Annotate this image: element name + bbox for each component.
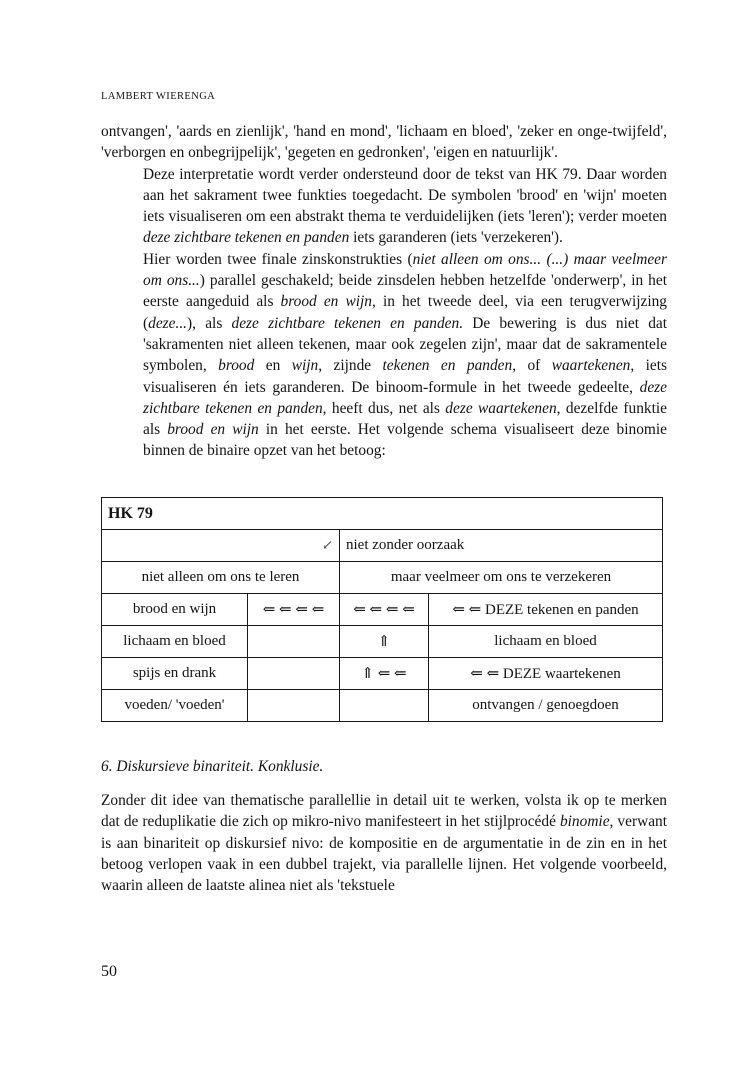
hk79-schema-table	[101, 497, 663, 722]
text-run: Hier worden twee finale zinskonstrukties (	[143, 250, 413, 268]
schema-purpose-teach: niet alleen om ons te leren	[102, 562, 340, 594]
schema-cell-empty	[340, 690, 429, 722]
schema-cause-center	[340, 530, 663, 562]
schema-cell-result: ⇐ ⇐ DEZE waartekenen	[429, 658, 663, 690]
schema-cell-result: lichaam en bloed	[429, 626, 663, 658]
schema-row-purposes	[102, 562, 663, 594]
text-run: in het eerste. Het volgende schema visualiseert deze binomie binnen de binaire opzet van het betoog:	[143, 421, 667, 460]
text-run: De bewering is dus niet dat 'sakramenten niet alleen tekenen, maar ook zegelen zijn', maar dat de sakramentele symbolen,	[143, 314, 668, 375]
paragraph-interpretation	[101, 164, 667, 249]
paragraph-finale-constructions	[101, 249, 667, 462]
text-run: ) parallel geschakeld; beide zinsdelen hebben hetzelfde 'onderwerp', in het eerste aangeduid als	[143, 272, 667, 311]
schema-row	[102, 626, 663, 658]
schema-row	[102, 690, 663, 722]
schema-cell-arrows: ⇑	[340, 626, 429, 658]
italic-run: wijn	[291, 357, 319, 375]
body-text-bottom	[101, 790, 667, 896]
italic-run: deze...	[148, 314, 188, 332]
text-run: Deze interpretatie wordt verder ondersteund door de tekst van HK 79. Daar worden aan het sakrament twee funkties toegedacht. De symbolen 'brood' en 'wijn' moeten iets visualiseren om een abstrakt thema te verduidelijken (iets 'leren'); verder moeten	[143, 165, 667, 226]
schema-cell-term: voeden/ 'voeden'	[102, 690, 248, 722]
schema-cell-result: ontvangen / genoegdoen	[429, 690, 663, 722]
text-run: , iets visualiseren én iets garanderen. De binoom-formule in het tweede gedeelte,	[143, 357, 667, 396]
body-text-top	[101, 121, 667, 462]
arrow-down-left-icon: ↙	[322, 537, 333, 552]
text-run: , verwant is aan binariteit op diskursief nivo: de kompositie en de argumentatie in de zin en in het betoog verlopen vaak in een dubbel trajekt, via parallelle lijnen. Het volgende voorbeeld, waarin alleen de laatste alinea niet als 'tekstuele	[101, 813, 667, 895]
schema-cell-result: ⇐ ⇐ DEZE tekenen en panden	[429, 594, 663, 626]
schema-cell-term: lichaam en bloed	[102, 626, 248, 658]
text-run: en	[254, 357, 292, 375]
text-run: , in het tweede deel, via een terugverwijzing (	[143, 293, 668, 332]
text-run: iets garanderen (iets 'verzekeren').	[349, 229, 563, 247]
text-run: , zijnde	[318, 357, 383, 375]
paragraph-continuation: ontvangen', 'aards en zienlijk', 'hand en mond', 'lichaam en bloed', 'zeker en onge-twijfeld', 'verborgen en onbegrijpelijk', 'gegeten en gedronken', 'eigen en natuurlijk'.	[101, 123, 667, 162]
schema-cell-empty	[248, 690, 340, 722]
italic-run: waartekenen	[551, 357, 631, 375]
schema-cause-left	[102, 530, 340, 562]
schema-purpose-assure: maar veelmeer om ons te verzekeren	[340, 562, 663, 594]
italic-run: deze waartekenen	[445, 399, 557, 417]
italic-run: brood en wijn	[280, 293, 372, 311]
schema-cell-arrows: ⇐ ⇐ ⇐ ⇐	[248, 594, 340, 626]
schema-cause-label: niet zonder oorzaak	[346, 537, 465, 553]
text-run: ), als	[187, 314, 232, 332]
schema-cell-arrows: ⇑ ⇐ ⇐	[340, 658, 429, 690]
italic-run: brood	[218, 357, 255, 375]
paragraph-conclusion	[101, 790, 667, 896]
schema-title: HK 79	[102, 498, 663, 530]
running-head: LAMBERT WIERENGA	[101, 91, 216, 102]
italic-run: brood en wijn	[167, 421, 259, 439]
italic-run: tekenen en panden	[382, 357, 513, 375]
text-run: , heeft dus, net als	[322, 399, 446, 417]
italic-run: deze zichtbare tekenen en panden.	[231, 314, 464, 332]
italic-run: niet alleen om ons... (...) maar veelmeer om ons...	[143, 250, 667, 290]
italic-run: deze zichtbare tekenen en panden	[143, 378, 667, 417]
text-run: Zonder dit idee van thematische parallellie in detail uit te werken, volsta ik op te merken dat de reduplikatie die zich op mikro-nivo manifesteert in het stijlprocédé	[101, 792, 667, 831]
schema-row-cause	[102, 530, 663, 562]
schema-row	[102, 594, 663, 626]
section-heading: 6. Diskursieve binariteit. Konklusie.	[101, 758, 324, 775]
schema-cell-term: brood en wijn	[102, 594, 248, 626]
text-run: , dezelfde funktie als	[143, 399, 667, 439]
schema-row	[102, 658, 663, 690]
schema-cell-arrows: ⇐ ⇐ ⇐ ⇐	[340, 594, 429, 626]
italic-run: deze zichtbare tekenen en panden	[143, 229, 350, 247]
schema-title-row	[102, 498, 663, 530]
schema-cell-empty	[248, 658, 340, 690]
schema-cell-empty	[248, 626, 340, 658]
text-run: , of	[512, 357, 552, 375]
schema-cell-term: spijs en drank	[102, 658, 248, 690]
page-number: 50	[101, 963, 117, 980]
italic-run: binomie	[559, 813, 610, 831]
